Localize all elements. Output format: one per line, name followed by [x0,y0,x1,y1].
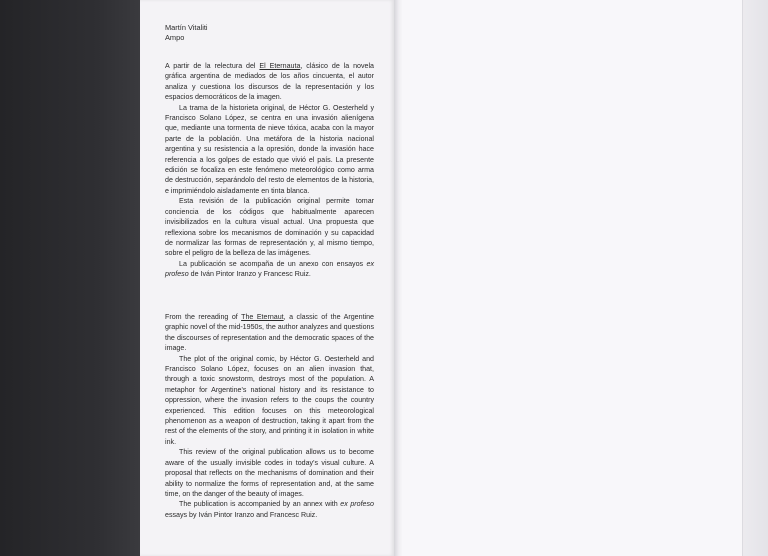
english-paragraph-3: This review of the original publication allows us to become aware of the usually invisible codes in today's visual culture. A proposal that reflects on the mechanisms of domination and their ability to normalize the forms of representation and, at the same time, on the danger of the beauty of images. [165,448,374,498]
spanish-paragraph-1: A partir de la relectura del El Eternauta, clásico de la novela gráfica argentina de mediados de los años cincuenta, el autor analiza y cuestiona los discursos de la representación y los espacios democráticos de la imagen. [165,62,374,102]
english-description [165,312,374,520]
page-edge-right [742,0,768,556]
spanish-description [165,61,374,280]
spanish-paragraph-2: La trama de la historieta original, de Héctor G. Oesterheld y Francisco Solano López, se centra en una invasión alienígena que, mediante una tormenta de nieve tóxica, acaba con la mayor parte de la población. Una metáfora de la historia nacional argentina y su resistencia a la opresión, donde la invasión hace referencia a los golpes de estado que vivió el país. La presente edición se focaliza en este fenómeno meteorológico como arma de destrucción, separándolo del resto de elementos de la historia, e imprimiéndolo aisladamente en tinta blanca. [165,103,374,195]
english-paragraph-1: From the rereading of The Eternaut, a classic of the Argentine graphic novel of the mid-1950s, the author analyzes and questions the discourses of representation and the democratic spaces of the image. [165,313,375,353]
english-book-title: The Eternaut [241,313,284,321]
blank-facing-page [402,0,742,556]
publisher-name: Ampo [165,33,185,43]
author-block [165,23,208,44]
book-spine-gutter [394,0,402,556]
spanish-paragraph-4: La publicación se acompaña de un anexo con ensayos ex profeso de Iván Pintor Iranzo y Francesc Ruiz. [165,259,374,279]
background-left-dark [0,0,140,556]
spanish-book-title: El Eternauta [259,62,301,70]
english-paragraph-2: The plot of the original comic, by Héctor G. Oesterheld and Francisco Solano López, focuses on an alien invasion that, through a toxic snowstorm, destroys most of the population. A metaphor for Argentine's national history and its resistance to oppression, where the invasion refers to the coups the country experienced. This edition focuses on this meteorological phenomenon as a weapon of destruction, taking it apart from the rest of the elements of the story, and printing it in isolation in white ink. [165,354,374,446]
spanish-paragraph-3: Esta revisión de la publicación original permite tomar conciencia de los códigos que habitualmente aparecen invisibilizados en la cultura visual actual. Una propuesta que reflexiona sobre los mecanismos de dominación y su capacidad de normalizar las formas de representación y, al mismo tiempo, sobre el peligro de la belleza de las imágenes. [165,197,374,258]
author-name: Martín Vitaliti [165,23,208,32]
english-paragraph-4: The publication is accompanied by an annex with ex profeso essays by Iván Pintor Iranzo and Francesc Ruiz. [165,500,374,519]
